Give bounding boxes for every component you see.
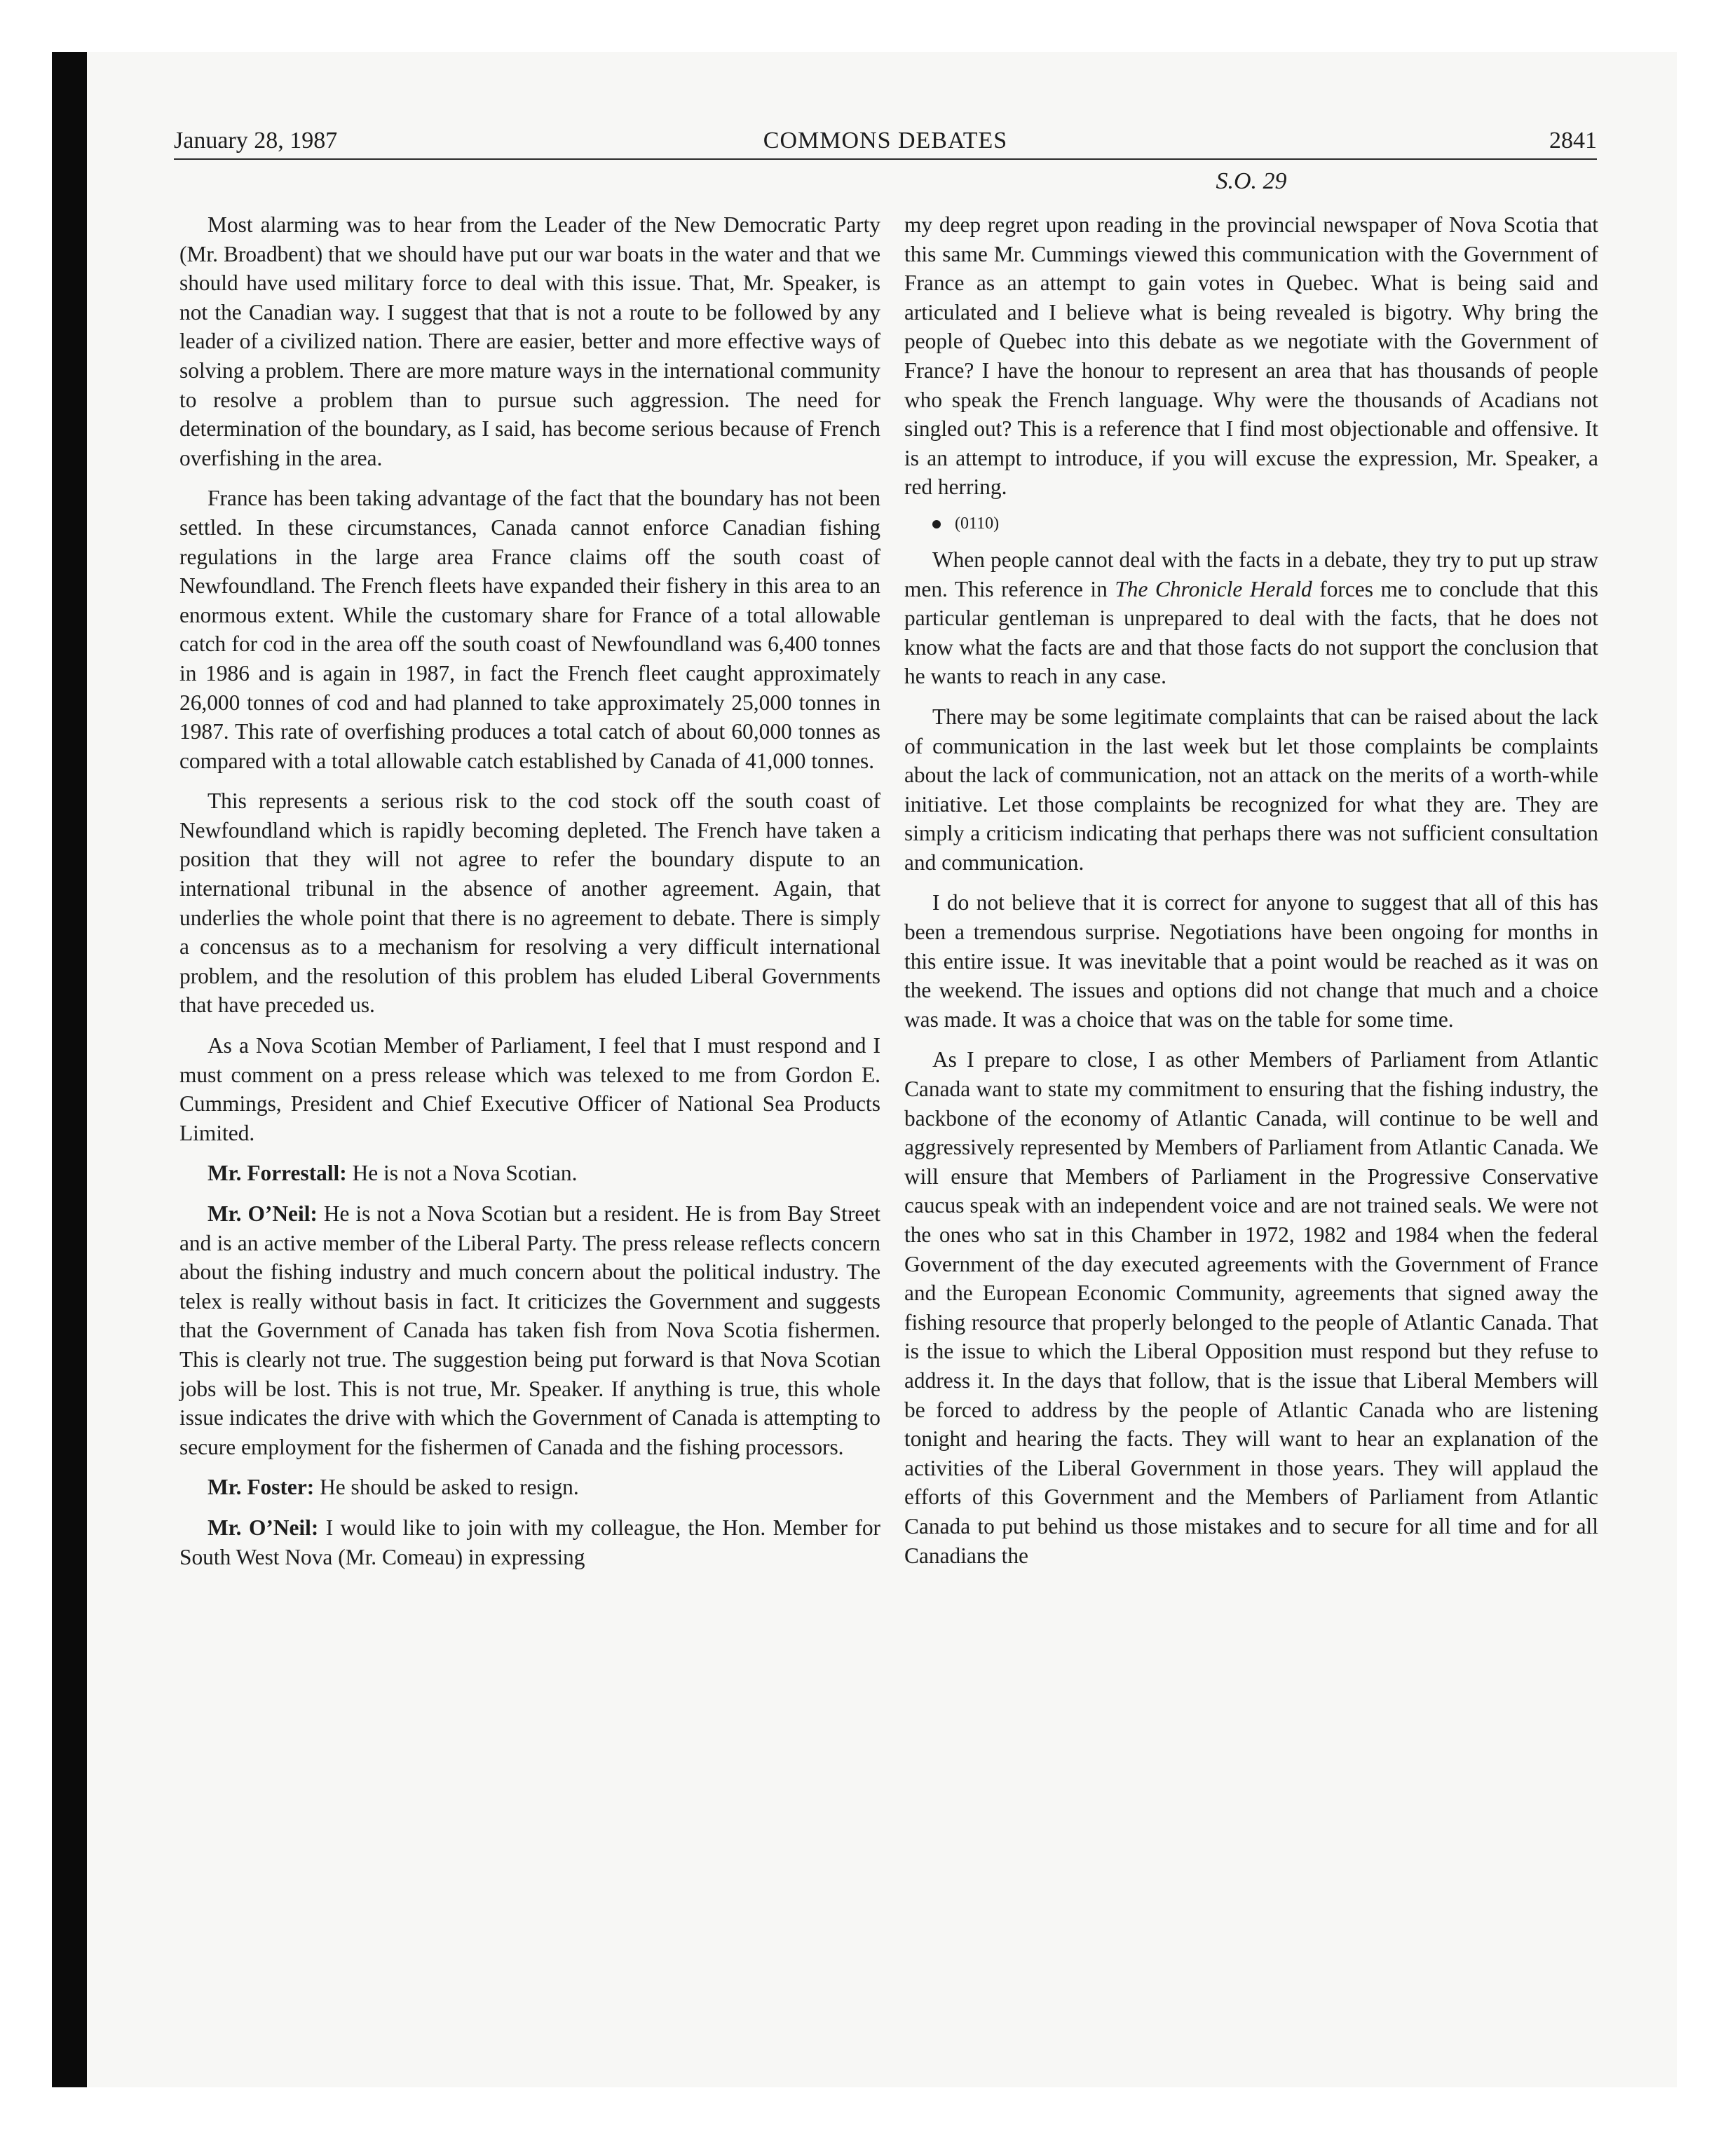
speech-text: He should be asked to resign. bbox=[314, 1475, 579, 1500]
speech-text: He is not a Nova Scotian. bbox=[346, 1161, 578, 1186]
scan-margin bbox=[0, 0, 1735, 52]
paragraph: As I prepare to close, I as other Members of Parliament from Atlantic Canada want to state my commitment to ensuring that the fishing industry, the backbone of the economy of Atlantic Canada, will continue to be well and aggressively represented by Members of Parliament from Atlantic Canada. We will ensure that Members of Parliament in the Progressive Conservative caucus speak with an independent voice and are not trained seals. We were not the ones who sat in this Chamber in 1972, 1982 and 1984 when the federal Government of the day executed agreements with the Government of France and the European Economic Community, agreements that signed away the fishing resource that properly belonged to the people of Atlantic Canada. That is the issue to which the Liberal Opposition must respond but they refuse to address it. In the days that follow, that is the issue that Liberal Members will be forced to address by the people of Atlantic Canada who are listening tonight and hearing the facts. They will want to hear an explanation of the activities of the Liberal Government in those years. They will applaud the efforts of this Government and the Members of Parliament from Atlantic Canada to put behind us those mistakes and to secure for all time and for all Canadians the bbox=[904, 1047, 1598, 1568]
paragraph: This represents a serious risk to the cod stock off the south coast of Newfoundland which is rapidly becoming depleted. The French have taken a position that they will not agree to refer the boundary dispute to an international tribunal in the absence of another agreement. Again, that underlies the whole point that there is no agreement to debate. There is simply a concensus as to a mechanism for resolving a very difficult international problem, and the resolution of this problem has eluded Liberal Governments that have preceded us. bbox=[179, 789, 880, 1018]
timestamp-marker bbox=[904, 513, 1598, 534]
paragraph: Most alarming was to hear from the Leader of the New Democratic Party (Mr. Broadbent) that we should have put our war boats in the water and that we should have used military force to deal with this issue. That, Mr. Speaker, is not the Canadian way. I suggest that that is not a route to be followed by any leader of a civilized nation. There are easier, better and more effective ways of solving a problem. There are more mature ways in the international community to resolve a problem than to pursue such aggression. The need for determination of the boundary, as I said, has become serious because of French overfishing in the area. bbox=[179, 212, 880, 470]
speech-paragraph bbox=[179, 1513, 880, 1571]
paragraph-text: When people cannot deal with the facts in a debate, they try to put up straw men. This reference in bbox=[904, 547, 1598, 601]
paragraph: my deep regret upon reading in the provincial newspaper of Nova Scotia that this same Mr. Cummings viewed this communication with the Government of France as an attempt to gain votes in Quebec. What is being said and articulated and I believe what is being revealed is bigotry. Why bring the people of Quebec into this debate as we negotiate with the Government of France? I have the honour to represent an area that has thousands of people who speak the French language. Why were the thousands of Acadians not singled out? This is a reference that I find most objectionable and offensive. It is an attempt to introduce, if you will excuse the expression, Mr. Speaker, a red herring. bbox=[904, 212, 1598, 500]
paragraph: France has been taking advantage of the fact that the boundary has not been settled. In these circumstances, Canada cannot enforce Canadian fishing regulations in the large area France claims off the south coast of Newfoundland. The French fleets have expanded their fishery in this area to an enormous extent. While the customary share for France of a total allowable catch for cod in the area off the south coast of Newfoundland was 6,400 tonnes in 1986 and is again in 1987, in fact the French fleet caught approximately 26,000 tonnes of cod and had planned to take approximately 25,000 tonnes in 1987. This rate of overfishing produces a total catch of about 60,000 tonnes as compared with a total allowable catch established by Canada of 41,000 tonnes. bbox=[179, 486, 880, 773]
header-title: COMMONS DEBATES bbox=[763, 128, 1008, 153]
right-column bbox=[904, 210, 1598, 1581]
timestamp: (0110) bbox=[955, 514, 1000, 533]
paragraph bbox=[904, 545, 1598, 691]
bullet-icon bbox=[932, 520, 941, 528]
header-date: January 28, 1987 bbox=[174, 128, 338, 153]
speech-text: He is not a Nova Scotian but a resident. He is from Bay Street and is an active member of the Liberal Party. The press release reflects concern about the fishing industry and much concern about the political industry. The telex is really without basis in fact. It criticizes the Government and suggests that the Government of Canada has taken fish from Nova Scotia fishermen. This is clearly not true. The suggestion being put forward is that Nova Scotian jobs will be lost. This is not true, Mr. Speaker. If anything is true, this whole issue indicates the drive with which the Government of Canada is attempting to secure employment for the fishermen of Canada and the fishing processors. bbox=[179, 1201, 881, 1459]
speech-paragraph bbox=[179, 1199, 880, 1461]
speech-paragraph bbox=[179, 1473, 880, 1502]
speaker-name: Mr. Forrestall: bbox=[207, 1161, 347, 1186]
speaker-name: Mr. O’Neil: bbox=[207, 1201, 318, 1226]
speaker-name: Mr. Foster: bbox=[207, 1475, 315, 1500]
paragraph: I do not believe that it is correct for anyone to suggest that all of this has been a tremendous surprise. Negotiations have been ongoing for months in this entire issue. It was inevitable that a point would be reached as it was on the weekend. The issues and options did not change that much and a choice was made. It was a choice that was on the table for some time. bbox=[904, 890, 1598, 1032]
header-page-number: 2841 bbox=[1549, 128, 1597, 153]
newspaper-title: The Chronicle Herald bbox=[1115, 576, 1312, 601]
page-header bbox=[174, 119, 1597, 160]
left-column bbox=[179, 210, 880, 1583]
speech-paragraph bbox=[179, 1159, 880, 1188]
paragraph: There may be some legitimate complaints that can be raised about the lack of communication in the last week but let those complaints be complaints about the lack of communication, not an attack on the merits of a worth-while initiative. Let those complaints be recognized for what they are. They are simply a criticism indicating that perhaps there was not sufficient consultation and communication. bbox=[904, 704, 1598, 875]
scan-edge-bar bbox=[52, 52, 87, 2087]
paragraph: As a Nova Scotian Member of Parliament, I feel that I must respond and I must comment on a press release which was telexed to me from Gordon E. Cummings, President and Chief Executive Officer of National Sea Products Limited. bbox=[179, 1033, 880, 1145]
paragraph-text: forces me to conclude that this particular gentleman is unprepared to deal with the facts, that he does not know what the facts are and that those facts do not support the conclusion that he wants to reach in any case. bbox=[904, 576, 1598, 689]
speaker-name: Mr. O’Neil: bbox=[207, 1515, 319, 1540]
speech-text: I would like to join with my colleague, the Hon. Member for South West Nova (Mr. Comeau) in expressing bbox=[179, 1515, 880, 1569]
section-tag: S.O. 29 bbox=[1216, 168, 1287, 194]
